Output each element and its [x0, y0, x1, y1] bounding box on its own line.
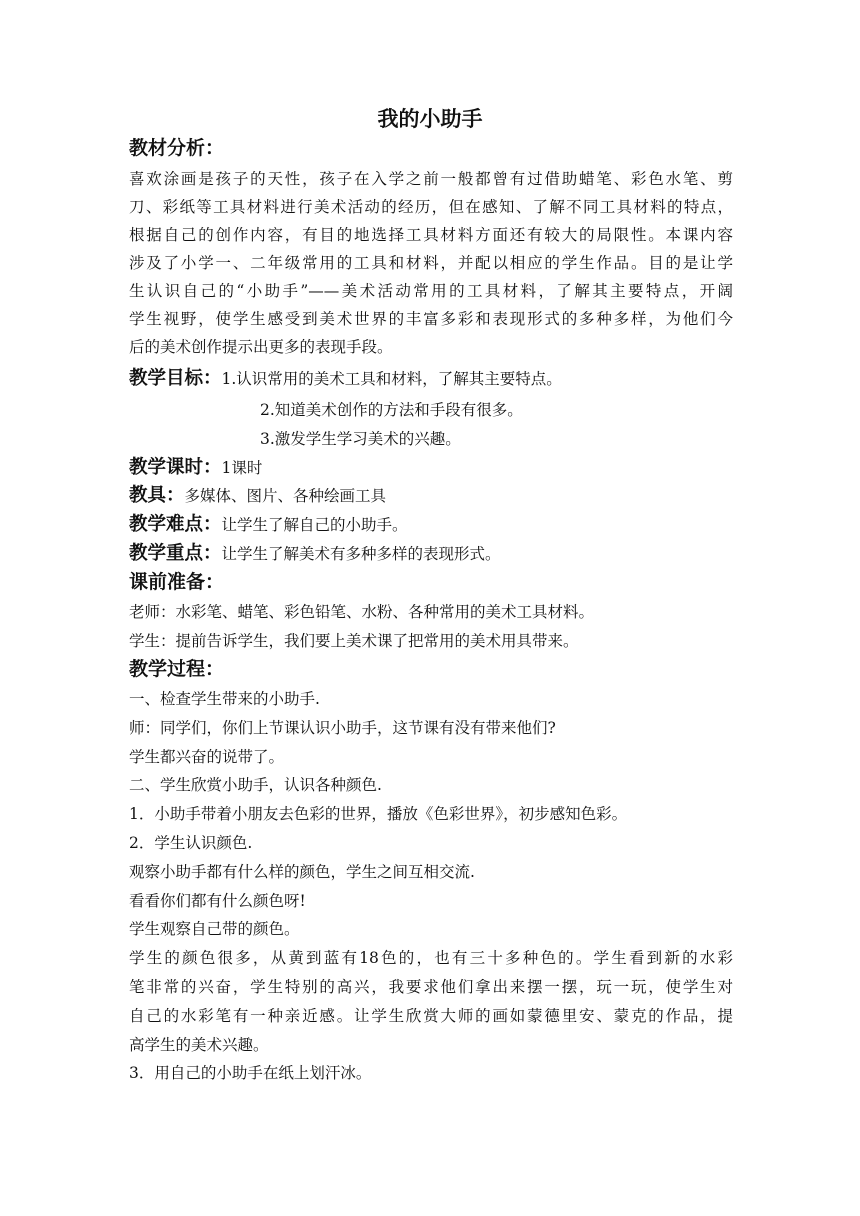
process-paragraph-line: 自己的水彩笔有一种亲近感。让学生欣赏大师的画如蒙德里安、蒙克的作品，提 [129, 1007, 733, 1025]
analysis-line: 涉及了小学一、二年级常用的工具和材料，并配以相应的学生作品。目的是让学 [129, 254, 733, 272]
process-heading: 教学过程： [129, 658, 225, 680]
preparation-teacher: 老师：水彩笔、蜡笔、彩色铅笔、水粉、各种常用的美术工具材料。 [129, 603, 595, 621]
key-point-value: 让学生了解美术有多种多样的表现形式。 [221, 545, 501, 563]
process-line: 学生都兴奋的说带了。 [129, 748, 285, 766]
process-line: 师：同学们，你们上节课认识小助手，这节课有没有带来他们? [129, 719, 556, 737]
hours-row [129, 455, 262, 481]
preparation-student: 学生：提前告诉学生，我们要上美术课了把常用的美术用具带来。 [129, 632, 579, 650]
difficulty-label: 教学难点： [129, 514, 222, 535]
tools-value: 多媒体、图片、各种绘画工具 [184, 487, 387, 505]
process-line: 学生观察自己带的颜色。 [129, 920, 300, 938]
process-line: 二、学生欣赏小助手，认识各种颜色. [129, 776, 382, 794]
analysis-line: 刀、彩纸等工具材料进行美术活动的经历，但在感知、了解不同工具材料的特点， [129, 198, 733, 216]
process-line: 一、检查学生带来的小助手. [129, 690, 320, 708]
analysis-heading: 教材分析： [129, 137, 225, 159]
process-line: 2．学生认识颜色. [129, 834, 253, 852]
preparation-heading: 课前准备： [129, 571, 225, 593]
key-point-label: 教学重点： [129, 543, 222, 564]
analysis-line: 生认识自己的“小助手”——美术活动常用的工具材料，了解其主要特点，开阔 [129, 282, 733, 300]
process-paragraph-line: 笔非常的兴奋，学生特别的高兴，我要求他们拿出来摆一摆，玩一玩，使学生对 [129, 978, 733, 996]
process-line: 观察小助手都有什么样的颜色，学生之间互相交流. [129, 863, 475, 881]
difficulty-value: 让学生了解自己的小助手。 [221, 516, 408, 534]
analysis-line: 学生视野，使学生感受到美术世界的丰富多彩和表现形式的多种多样，为他们今 [129, 310, 733, 328]
process-line: 看看你们都有什么颜色呀! [129, 892, 306, 910]
hours-value: 1课时 [221, 459, 263, 477]
goals-label: 教学目标： [129, 368, 222, 389]
hours-label: 教学课时： [129, 457, 222, 478]
tools-row [129, 483, 386, 509]
process-paragraph-line: 高学生的美术兴趣。 [129, 1036, 269, 1054]
analysis-line: 根据自己的创作内容，有目的地选择工具材料方面还有较大的局限性。本课内容 [129, 226, 733, 244]
document-title: 我的小助手 [377, 107, 483, 131]
analysis-line: 喜欢涂画是孩子的天性，孩子在入学之前一般都曾有过借助蜡笔、彩色水笔、剪 [129, 170, 733, 188]
difficulty-row [129, 512, 408, 538]
analysis-line: 后的美术创作提示出更多的表现手段。 [129, 338, 393, 356]
process-line-last: 3．用自己的小助手在纸上划汗冰。 [129, 1064, 372, 1082]
process-line: 1．小助手带着小朋友去色彩的世界，播放《色彩世界》，初步感知色彩。 [129, 805, 628, 823]
tools-label: 教具： [129, 485, 185, 506]
goals-row [129, 366, 562, 392]
goal-item: 3.激发学生学习美术的兴趣。 [260, 430, 461, 448]
process-paragraph-line: 学生的颜色很多，从黄到蓝有18色的，也有三十多种色的。学生看到新的水彩 [129, 949, 733, 967]
key-point-row [129, 541, 501, 567]
goal-item: 2.知道美术创作的方法和手段有很多。 [260, 401, 523, 419]
goal-item: 1.认识常用的美术工具和材料，了解其主要特点。 [221, 370, 562, 388]
